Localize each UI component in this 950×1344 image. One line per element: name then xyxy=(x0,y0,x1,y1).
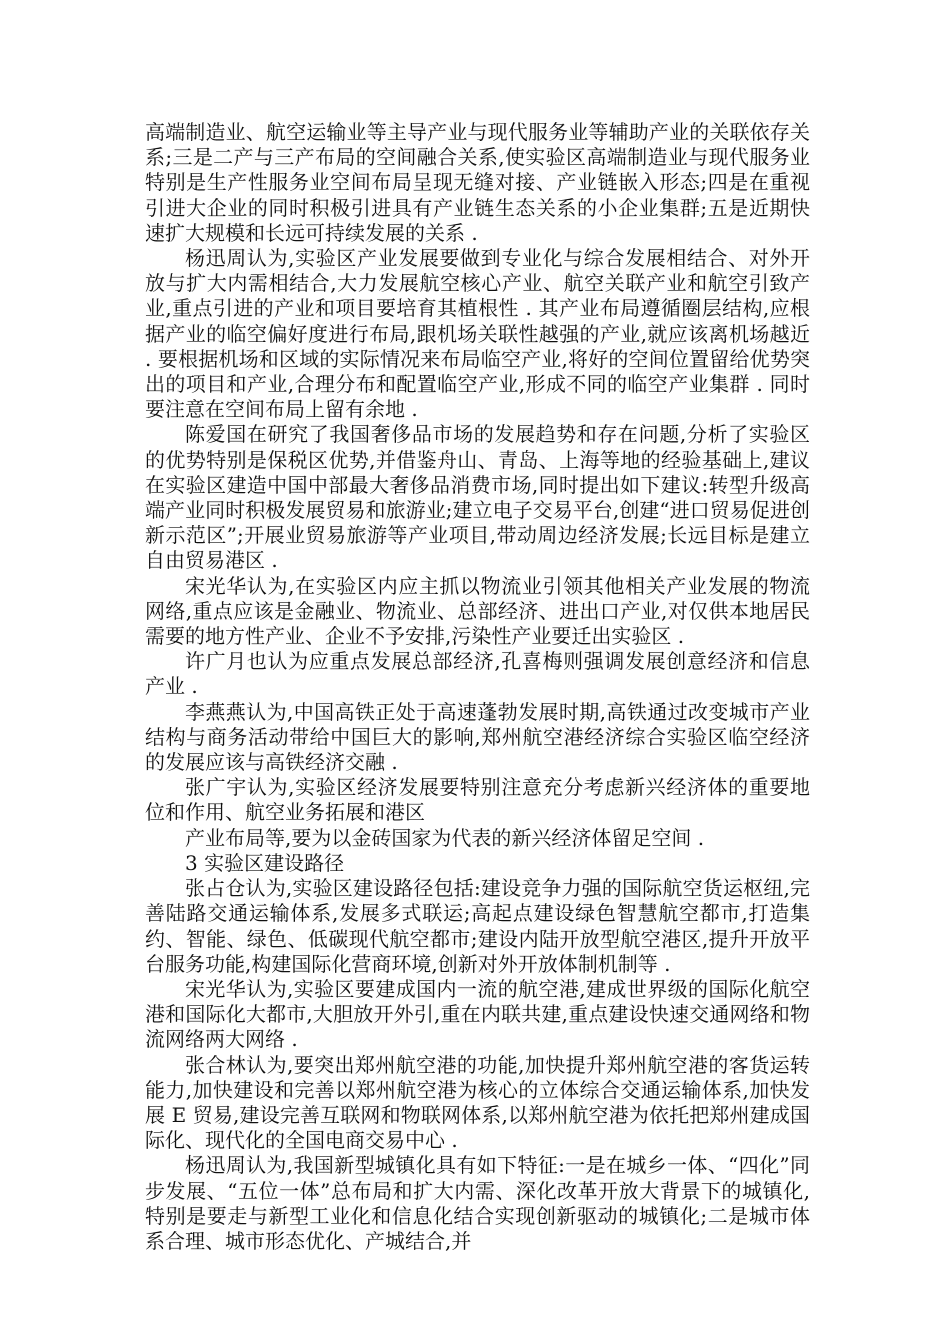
section-heading: 3 实验区建设路径 xyxy=(185,850,345,875)
paragraph-zhang-zhancang: 张占仓认为,实验区建设路径包括:建设竞争力强的国际航空货运枢纽,完善陆路交通运输体系,发展多式联运;高起点建设绿色智慧航空都市,打造集约、智能、绿色、低碳现代航空都市;建设内陆开放型航空港区,提升开放平台服务功能,构建国际化营商环境,创新对外开放体制机制等 . xyxy=(145,876,810,976)
paragraph-yang-xunzhou-urbanization: 杨迅周认为,我国新型城镇化具有如下特征:一是在城乡一体、“四化”同步发展、“五位一体”总布局和扩大内需、深化改革开放大背景下的城镇化,特别是要走与新型工业化和信息化结合实现创新驱动的城镇化;二是城市体系合理、城市形态优化、产城结合,并 xyxy=(145,1153,810,1253)
paragraph-song-guanghua-port: 宋光华认为,实验区要建成国内一流的航空港,建成世界级的国际化航空港和国际化大都市,大胆放开外引,重在内联共建,重点建设快速交通网络和物流网络两大网络 . xyxy=(145,976,810,1052)
document-body xyxy=(145,120,810,1254)
paragraph-yang-xunzhou-industry: 杨迅周认为,实验区产业发展要做到专业化与综合发展相结合、对外开放与扩大内需相结合,大力发展航空核心产业、航空关联产业和航空引致产业,重点引进的产业和项目要培育其植根性 . 其产业布局遵循圈层结构,应根据产业的临空偏好度进行布局,跟机场关联性越强的产业,就应该离机场越近 . 要根据机场和区域的实际情况来布局临空产业,将好的空间位置留给优势突出的项目和产业,合理分布和配置临空产业,形成不同的临空产业集群 . 同时要注意在空间布局上留有余地 . xyxy=(145,246,810,422)
paragraph-zhang-guangyu: 张广宇认为,实验区经济发展要特别注意充分考虑新兴经济体的重要地位和作用、航空业务拓展和港区 xyxy=(145,775,810,825)
paragraph-song-guanghua-logistics: 宋光华认为,在实验区内应主抓以物流业引领其他相关产业发展的物流网络,重点应该是金融业、物流业、总部经济、进出口产业,对仅供本地居民需要的地方性产业、企业不予安排,污染性产业要迁出实验区 . xyxy=(145,573,810,649)
paragraph-li-yanyan: 李燕燕认为,中国高铁正处于高速蓬勃发展时期,高铁通过改变城市产业结构与商务活动带给中国巨大的影响,郑州航空港经济综合实验区临空经济的发展应该与高铁经济交融 . xyxy=(145,699,810,775)
paragraph-zhang-helin: 张合林认为,要突出郑州航空港的功能,加快提升郑州航空港的客货运转能力,加快建设和完善以郑州航空港为核心的立体综合交通运输体系,加快发展 E 贸易,建设完善互联网和物联网体系,以郑州航空港为依托把郑州建成国际化、现代化的全国电商交易中心 . xyxy=(145,1052,810,1153)
paragraph-xu-guangyue: 许广月也认为应重点发展总部经济,孔喜梅则强调发展创意经济和信息产业 . xyxy=(145,649,810,699)
paragraph-continuation: 高端制造业、航空运输业等主导产业与现代服务业等辅助产业的关联依存关系;三是二产与三产布局的空间融合关系,使实验区高端制造业与现代服务业特别是生产性服务业空间布局呈现无缝对接、产业链嵌入形态;四是在重视引进大企业的同时积极引进具有产业链生态关系的小企业集群;五是近期快速扩大规模和长远可持续发展的关系 . xyxy=(145,120,810,245)
paragraph-zhang-guangyu-cont: 产业布局等,要为以金砖国家为代表的新兴经济体留足空间 . xyxy=(185,825,705,850)
paragraph-chen-aiguo: 陈爱国在研究了我国奢侈品市场的发展趋势和存在问题,分析了实验区的优势特别是保税区优势,并借鉴舟山、青岛、上海等地的经验基础上,建议在实验区建造中国中部最大奢侈品消费市场,同时提出如下建议:转型升级高端产业同时积极发展贸易和旅游业;建立电子交易平台,创建“进口贸易促进创新示范区”;开展业贸易旅游等产业项目,带动周边经济发展;长远目标是建立自由贸易港区 . xyxy=(145,422,810,573)
